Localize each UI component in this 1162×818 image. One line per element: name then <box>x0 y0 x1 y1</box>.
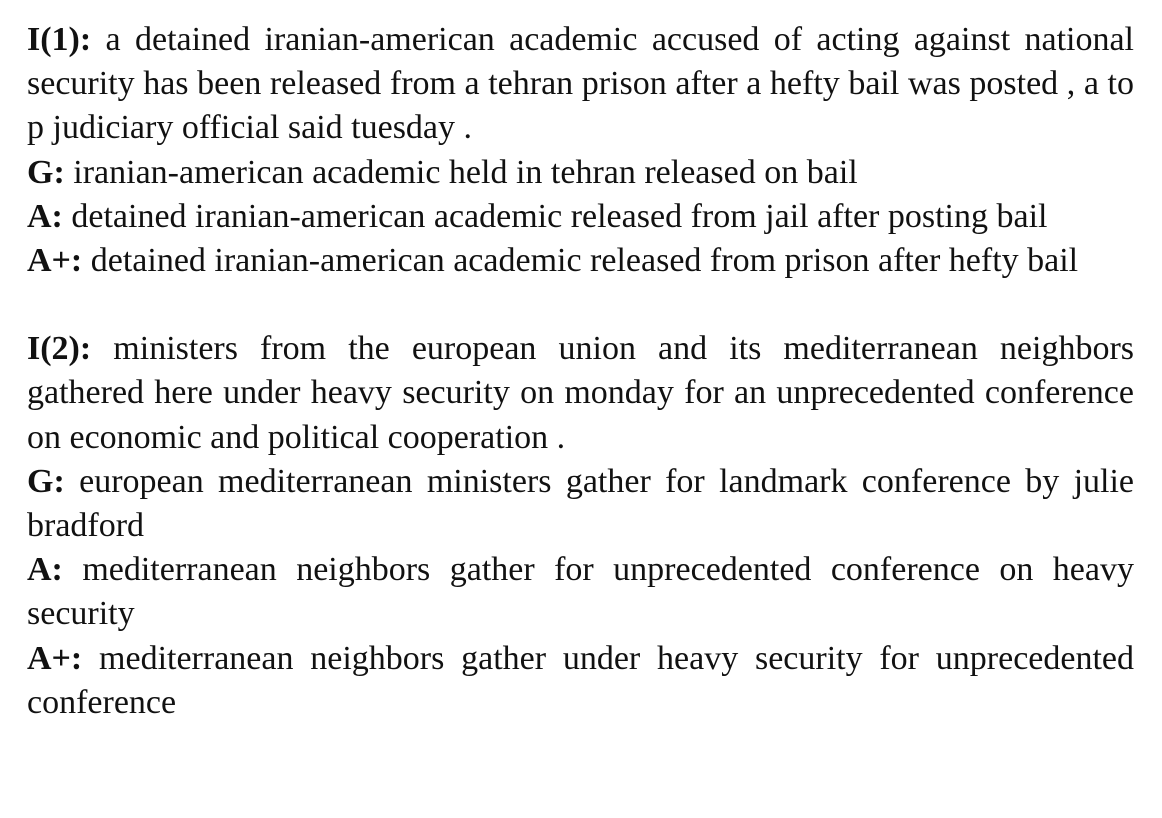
output-a-text: mediterranean neighbors gather for unprecedented conference on heavy security <box>27 551 1134 633</box>
gold-label: G: <box>27 462 65 500</box>
output-a-plus-text: detained iranian-american academic released from prison after hefty bail <box>90 242 1079 280</box>
gold-text: iranian-american academic held in tehran released on bail <box>73 153 858 191</box>
input-text: a detained iranian-american academic accused of acting against national security has been released from a tehran prison after a hefty bail was posted , a to p judiciary official said tuesday . <box>27 21 1134 147</box>
gold-line <box>27 460 1134 548</box>
output-a-line <box>27 548 1134 636</box>
input-line <box>27 327 1134 460</box>
input-text: ministers from the european union and its mediterranean neighbors gathered here under heavy security on monday for an unprecedented conference on economic and political cooperation . <box>27 330 1135 456</box>
example-1 <box>27 18 1134 283</box>
gold-text: european mediterranean ministers gather for landmark conference by julie bradford <box>27 462 1135 545</box>
output-a-plus-label: A+: <box>27 639 83 677</box>
input-line <box>27 18 1134 151</box>
output-a-plus-line <box>27 637 1134 725</box>
example-2 <box>27 327 1134 725</box>
output-a-text: detained iranian-american academic released from jail after posting bail <box>71 197 1048 235</box>
gold-label: G: <box>27 153 65 191</box>
output-a-plus-line <box>27 239 1134 283</box>
gold-line <box>27 151 1134 195</box>
input-label: I(1): <box>27 21 92 58</box>
output-a-plus-text: mediterranean neighbors gather under heavy security for unprecedented conference <box>27 639 1134 721</box>
output-a-line <box>27 195 1134 239</box>
output-a-label: A: <box>27 197 63 235</box>
output-a-plus-label: A+: <box>27 242 83 280</box>
input-label: I(2): <box>27 330 92 368</box>
output-a-label: A: <box>27 551 63 589</box>
